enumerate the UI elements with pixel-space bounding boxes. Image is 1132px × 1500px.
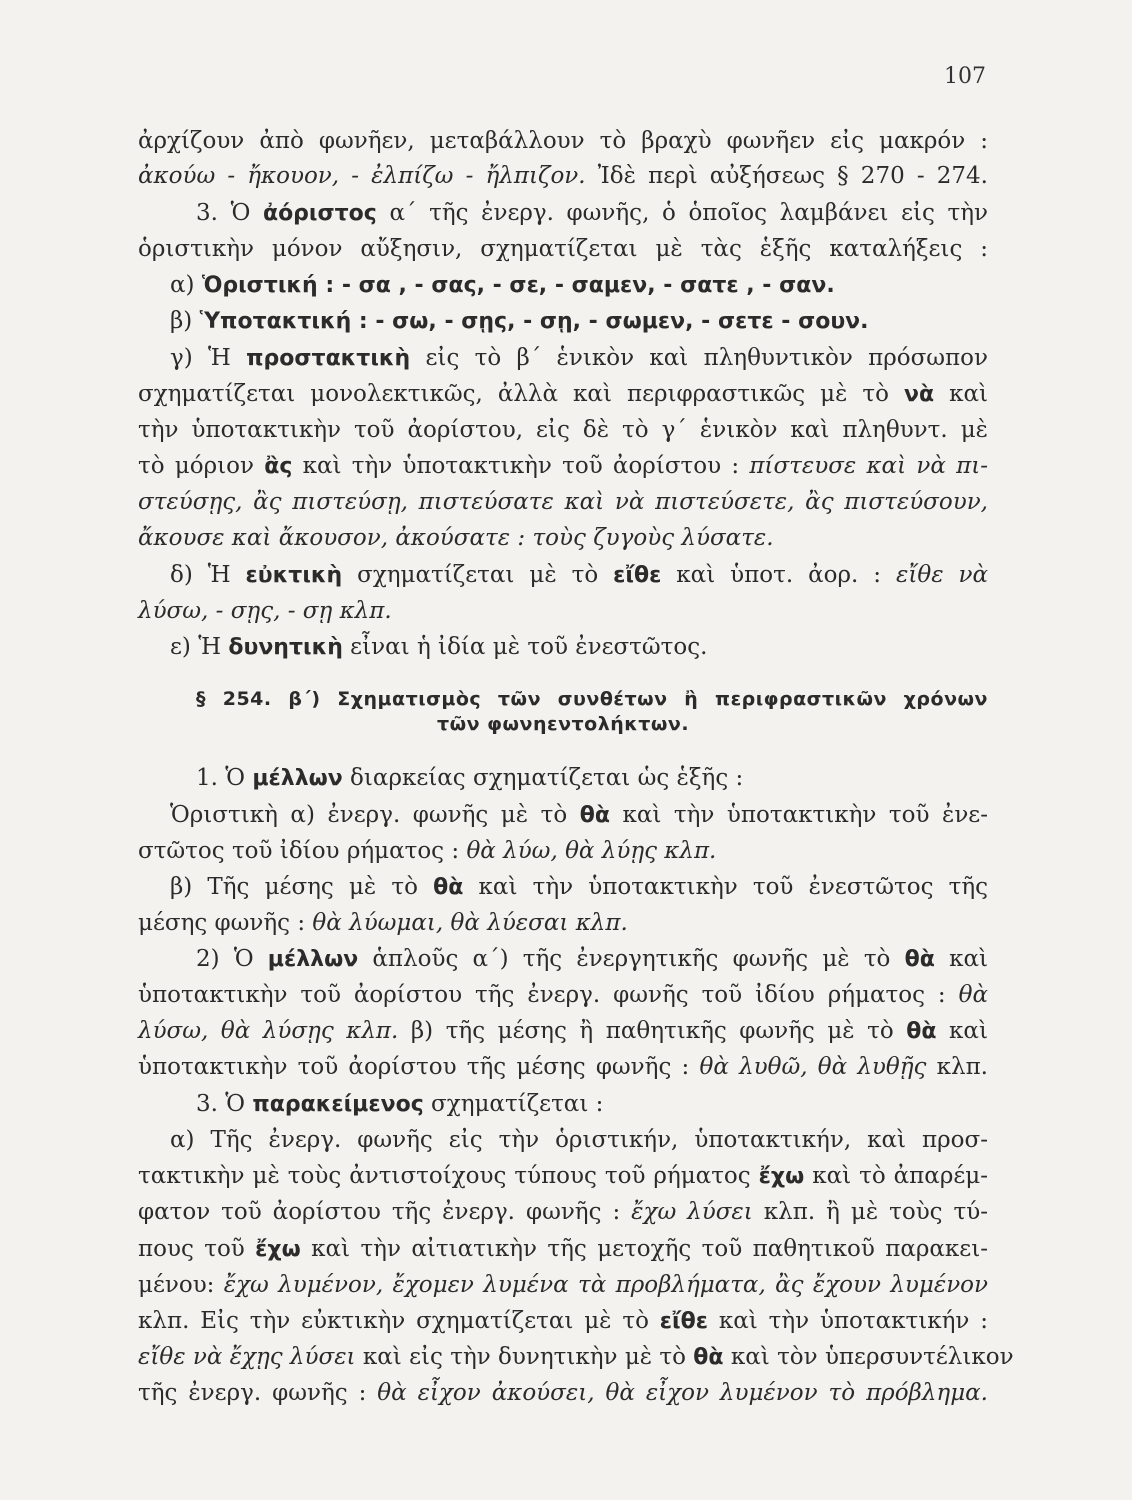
text-segment: τὸ μόριον <box>138 453 265 479</box>
text-segment: ἔχω λυμένον, ἔχομεν λυμένα τὰ προβλήματα, ἂς ἔχουν λυμένον <box>223 1272 989 1298</box>
text-segment: Ὑποτακτική : - σω, - σῃς, - σῃ, - σωμεν, - σετε - σουν. <box>199 309 869 334</box>
text-segment: καὶ τὴν ὑποτακτικὴν τοῦ ἐνεστῶτος τῆς <box>463 874 988 900</box>
text-segment: καὶ <box>934 946 988 972</box>
text-segment: ἄκουσε καὶ ἄκουσον, ἀκούσατε : τοὺς ζυγοὺς λύσατε. <box>138 525 774 551</box>
text-segment: σχηματίζεται μονολεκτικῶς, ἀλλὰ καὶ περιφραστικῶς μὲ τὸ <box>138 381 904 407</box>
text-segment: σχηματίζεται : <box>423 1091 604 1117</box>
text-segment: θὰ <box>958 982 988 1008</box>
text-line <box>138 980 988 1010</box>
text-segment: θὰ λύω, θὰ λύῃς κλπ. <box>466 838 717 864</box>
text-segment: κλπ. <box>926 1054 988 1080</box>
text-segment: τῆς ἐνεργ. φωνῆς : <box>138 1380 378 1406</box>
text-line <box>138 1161 988 1192</box>
text-line <box>138 379 988 410</box>
text-line <box>196 944 988 975</box>
text-segment: καὶ τὸ ἀπαρέμ- <box>804 1163 988 1189</box>
text-segment: νὰ <box>903 382 935 407</box>
text-segment: 3. Ὁ <box>196 1091 253 1117</box>
text-line <box>138 1197 988 1227</box>
text-segment: καὶ ὑποτ. ἀορ. : <box>661 562 896 588</box>
text-segment: θὰ <box>433 875 464 900</box>
text-segment: 1. Ὁ <box>196 765 253 791</box>
text-segment: ὑποτακτικὴν τοῦ ἀορίστου τῆς μέσης φωνῆς : <box>138 1054 700 1080</box>
text-line <box>138 126 988 156</box>
text-line <box>170 1125 988 1155</box>
text-segment: δ) Ἡ <box>170 562 246 588</box>
text-segment: β) <box>170 308 200 334</box>
text-segment: 3. Ὁ <box>196 200 263 226</box>
text-segment: δυνητικὴ <box>228 635 343 660</box>
text-segment: ἔχω <box>255 1237 301 1262</box>
section-heading <box>138 708 988 739</box>
text-line <box>138 908 988 938</box>
text-line <box>138 1270 988 1300</box>
text-segment: ἀόριστος <box>262 201 377 226</box>
text-segment: ὑποτακτικὴν τοῦ ἀορίστου τῆς ἐνεργ. φωνῆς τοῦ ἰδίου ρήματος : <box>138 982 959 1008</box>
text-segment: πίστευσε καὶ νὰ πι- <box>749 453 988 479</box>
text-segment: εἴθε <box>613 563 662 588</box>
text-segment: λύσω, θὰ λύσῃς κλπ. <box>138 1018 399 1044</box>
text-segment: εὐκτικὴ <box>245 563 343 588</box>
text-segment: γ) Ἡ <box>170 345 247 371</box>
text-line <box>170 800 988 831</box>
text-segment: σχηματίζεται μὲ τὸ <box>342 562 614 588</box>
text-segment: εἶναι ἡ ἰδία μὲ τοῦ ἐνεστῶτος. <box>342 634 708 660</box>
text-segment: καὶ <box>936 1018 988 1044</box>
text-segment: α) Τῆς ἐνεργ. φωνῆς εἰς τὴν ὁριστικήν, ὑποτακτικήν, καὶ προσ- <box>170 1127 988 1153</box>
text-line <box>170 306 988 337</box>
text-segment: εἰς τὸ β΄ ἑνικὸν καὶ πληθυντικὸν πρόσωπον <box>410 345 988 371</box>
text-segment: καὶ τὸν ὑπερσυντέλικον <box>723 1344 1014 1370</box>
text-segment: στεύσῃς, ἂς πιστεύσῃ, πιστεύσατε καὶ νὰ πιστεύσετε, ἂς πιστεύσουν, <box>138 489 988 515</box>
text-segment: ὁριστικὴν μόνον αὔξησιν, σχηματίζεται μὲ τὰς ἑξῆς καταλήξεις : <box>138 236 988 262</box>
text-segment: ἂς <box>264 454 293 479</box>
text-line <box>138 1234 988 1265</box>
text-line <box>170 343 988 374</box>
text-segment: κλπ. Εἰς τὴν εὐκτικὴν σχηματίζεται μὲ τὸ <box>138 1308 660 1334</box>
text-segment: εἴθε νὰ <box>895 562 989 588</box>
text-segment: πους τοῦ <box>138 1236 256 1262</box>
text-segment: Ἰδὲ περὶ αὐξήσεως § 270 - 274. <box>585 163 988 189</box>
text-segment: καὶ τὴν ὑποτακτικήν : <box>707 1308 988 1334</box>
text-segment: ἀρχίζουν ἀπὸ φωνῆεν, μεταβάλλουν τὸ βραχὺ φωνῆεν εἰς μακρόν : <box>138 128 988 154</box>
text-segment: καὶ τὴν αἰτιατικὴν τῆς μετοχῆς τοῦ παθητικοῦ παρακει- <box>300 1236 988 1262</box>
text-segment: Ὁριστική : - σα , - σας, - σε, - σαμεν, - σατε , - σαν. <box>201 273 835 298</box>
text-line <box>170 270 988 301</box>
text-line <box>138 836 988 866</box>
text-line <box>196 763 988 794</box>
text-segment: θὰ <box>579 803 610 828</box>
text-segment: β) τῆς μέσης ἢ παθητικῆς φωνῆς μὲ τὸ <box>398 1018 907 1044</box>
text-line <box>138 1052 988 1082</box>
text-segment: καὶ <box>934 381 988 407</box>
text-segment: παρακείμενος <box>252 1092 424 1117</box>
text-segment: προστακτικὴ <box>246 346 411 371</box>
text-segment: μέσης φωνῆς : <box>138 910 313 936</box>
text-line <box>138 1342 1014 1373</box>
text-segment: ἔχω λύσει <box>631 1199 753 1225</box>
text-line <box>138 161 988 191</box>
text-segment: τὴν ὑποτακτικὴν τοῦ ἀορίστου, εἰς δὲ τὸ γ΄ ἑνικὸν καὶ πληθυντ. μὲ <box>138 417 988 443</box>
text-segment: θὰ λύωμαι, θὰ λύεσαι κλπ. <box>312 910 628 936</box>
text-segment: καὶ τὴν ὑποτακτικὴν τοῦ ἀορίστου : <box>292 453 750 479</box>
page-number: 107 <box>944 64 986 89</box>
text-line <box>138 1016 988 1047</box>
text-line <box>138 451 988 482</box>
text-segment: στῶτος τοῦ ἰδίου ρήματος : <box>138 838 467 864</box>
text-line <box>138 596 988 626</box>
text-segment: μέλλων <box>267 947 359 972</box>
text-segment: κλπ. ἢ μὲ τοὺς τύ- <box>752 1199 989 1225</box>
text-segment: διαρκείας σχηματίζεται ὡς ἑξῆς : <box>342 765 744 791</box>
text-line <box>138 523 988 553</box>
text-segment: τῶν φωνηεντολήκτων. <box>436 713 690 735</box>
text-line <box>138 1306 988 1337</box>
text-segment: Ὁριστικὴ α) ἐνεργ. φωνῆς μὲ τὸ <box>170 802 580 828</box>
text-segment: § 254. β΄) Σχηματισμὸς τῶν συνθέτων ἢ περιφραστικῶν χρόνων <box>196 688 988 710</box>
text-segment: εἴθε <box>659 1309 708 1334</box>
text-segment: α) <box>170 272 202 298</box>
text-segment: ἔχω <box>758 1164 805 1189</box>
text-segment: θὰ <box>904 947 935 972</box>
text-line <box>138 234 988 264</box>
text-line <box>138 487 988 517</box>
text-line <box>170 872 988 903</box>
text-segment: ἁπλοῦς α΄) τῆς ἐνεργητικῆς φωνῆς μὲ τὸ <box>358 946 905 972</box>
text-line <box>196 198 988 229</box>
text-segment: μένου: <box>138 1272 224 1298</box>
text-line <box>138 1378 988 1408</box>
text-segment: θὰ <box>906 1019 937 1044</box>
text-segment: καὶ τὴν ὑποτακτικὴν τοῦ ἐνε- <box>609 802 988 828</box>
text-segment: θὰ εἶχον ἀκούσει, θὰ εἶχον λυμένον τὸ πρόβλημα. <box>377 1380 988 1406</box>
text-segment: θὰ λυθῶ, θὰ λυθῇς <box>699 1054 927 1080</box>
text-segment: φατον τοῦ ἀορίστου τῆς ἐνεργ. φωνῆς : <box>138 1199 632 1225</box>
text-segment: ἀκούω - ἤκουον, - ἐλπίζω - ἤλπιζον. <box>138 163 586 189</box>
text-segment: λύσω, - σῃς, - σῃ κλπ. <box>138 598 392 624</box>
text-segment: εἴθε νὰ ἔχῃς λύσει <box>138 1344 356 1370</box>
text-line <box>196 1089 988 1120</box>
text-line <box>138 415 988 445</box>
text-segment: μέλλων <box>252 766 343 791</box>
text-segment: ε) Ἡ <box>170 634 229 660</box>
text-segment: α΄ τῆς ἐνεργ. φωνῆς, ὁ ὁποῖος λαμβάνει εἰς τὴν <box>376 200 988 226</box>
text-segment: τακτικὴν μὲ τοὺς ἀντιστοίχους τύπους τοῦ ρήματος <box>138 1163 759 1189</box>
text-line <box>170 560 988 591</box>
text-segment: θὰ <box>693 1345 724 1370</box>
text-segment: 2) Ὁ <box>196 946 268 972</box>
text-segment: καὶ εἰς τὴν δυνητικὴν μὲ τὸ <box>355 1344 694 1370</box>
text-segment: β) Τῆς μέσης μὲ τὸ <box>170 874 434 900</box>
text-line <box>170 632 988 663</box>
